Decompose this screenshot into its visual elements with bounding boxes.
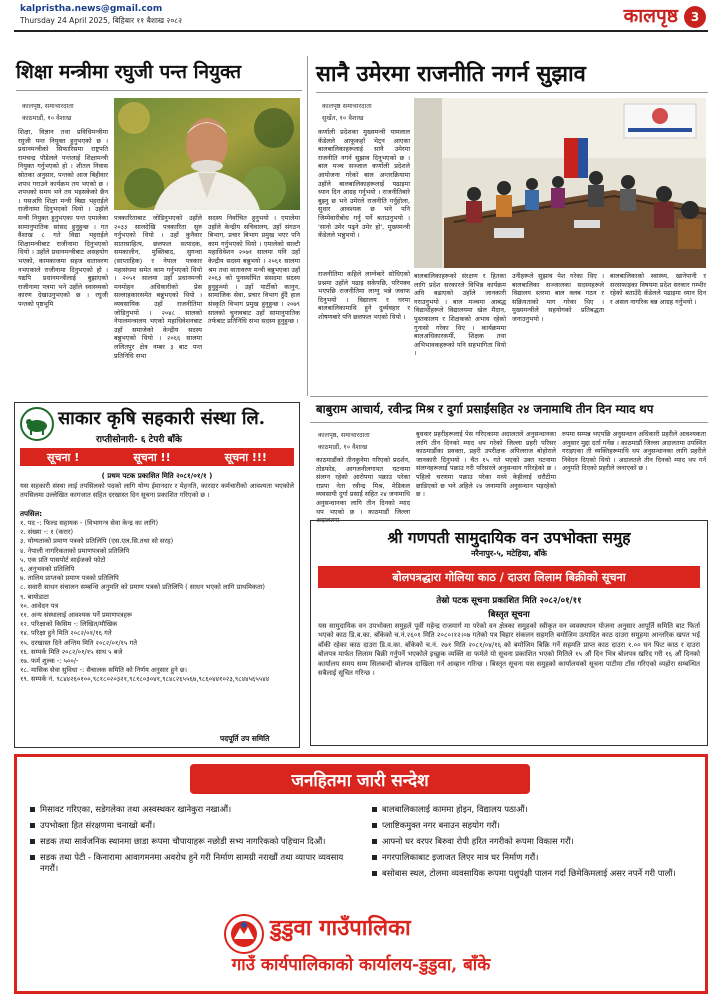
story3-body-col1: काठमाडौंको तीनकुनेमा गरिएको प्रदर्शन, तोडफोड, आगजनीलगायत घटनामा संलग्न रहेको आरोपमा पक्राउ परेका राप्रपा नेता रवीन्द्र मिश्र, मेडिकल व्यवसायी दुर्गा प्रसाईं सहित २४ जनामाथि अनुसन्धानका लागि तीन दिनको म्याद थप भएको छ । काठमाडौं जिल्ला अदालतमा (316, 456, 410, 525)
story2-body-col1: कर्णाली प्रदेशका मुख्यमन्त्री यामलाल कँडेलले आफूकहाँ भेट्न आएका बालबालिकाहरूलाई सानै उमेरमा राजनीति नगर्न सुझाव दिनुभएको छ । बाल मञ्च सञ्जाल कर्णाली प्रदेशले आयोजना गरेको बाल अन्तरक्रियामा उहाँले बालबालिकाहरूलाई पढाइमा ध्यान दिन आग्रह गर्नुभयो । राजनीतिबारे बुझ्नु छ भने उमेरले राजनीति गर्नुहोला, सुधार आवश्यक छ भने पनि जिम्मेवारीबोध गर्नु पर्ने बताउनुभयो । 'सानो उमेर पढ्ने उमेर हो', मुख्यमन्त्री कँडेलले भन्नुभयो । (318, 128, 410, 240)
notice1-list-item: १७. फर्म शुल्क -: ५००/- (20, 657, 79, 666)
notice-tab-2: सूचना !! (133, 450, 171, 464)
notice1-list-title: तपसिल: (20, 510, 43, 518)
square-bullet-icon (30, 807, 35, 812)
ad-message-item (372, 836, 698, 847)
ad-title: जनहितमा जारी सन्देश (190, 764, 530, 794)
story1-body-col2: पत्रकारिताबाट जोडिनुभएको उहाँले २०३३ सालदेखि पत्रकारिता सुरु गर्नुभएको थियो । उहाँ कुनैवार सातासाहित्य, छलफल सत्पादक, समकालीन, मुक्तिबाद, सुगन्धा (साप्ताहिक) र नेपाल पत्रकार महासंघमा समेत काम गर्नुभएको थियो । २०५१ सालमा उहाँ प्रधानमन्त्री मनमोहन अधिकारीको प्रेस सल्लाहकारसमेत बन्नुभएको थियो । व्यवसायिक उहाँ राजनीतिमा जोडिनुभयो । २०४८ सालको नेपालमन्त्रालय भएको महाधिवेशनबाट उहाँ समाजेको केन्द्रीय सदस्य बन्नुभएको थियो । २०६६ सालमा ललितपुर क्षेत्र नम्बर ३ बाट पन्त प्रतिनिधि सभा (114, 214, 202, 360)
notice1-list-item: १०. आवेदन पत्र (20, 601, 59, 610)
ad-message-item (30, 852, 354, 874)
story2-dateline: सुर्खेत, १० वैशाख (322, 114, 364, 122)
story2-byline: कालपृष्ठ समाचारदाता (322, 102, 372, 110)
story2-rule (316, 92, 708, 93)
notice1-list-item: ११. अन्य संस्थालाई आवश्यक पर्ने प्रमाणपत्रहरू (20, 611, 133, 620)
notice1-list-item: २. संख्या -: १ (करार) (20, 528, 74, 537)
story1-body-col1: शिक्षा, विज्ञान तथा प्रविधिमन्त्रीमा रघुजी पन्त नियुक्त हुनुभएको छ । प्रधानमन्त्रीको सिफारिसमा राष्ट्रपति रामचन्द्र पौडेलले पन्तलाई शिक्षामन्त्री नियुक्त गर्नुभएको हो । शीतल निवास स्रोतका अनुसार, पन्तको आज बिहीवार शपथ गराउने कार्यक्रम तय भएको छ । शपथको समय भने तय भइसकेको छैन । यसअघि शिक्षा मन्त्री बिद्या भट्टराईले राजीनामा दिनुभएको थियो । उहाँले मन्त्री नियुक्त हुनुभएका पन्त एमालेका सामानुपातिक सांसद हुनुहुन्छ । गत वैशाख ८ गते विद्या भट्टराईले शिक्षामन्त्रीबाट राजीनामा दिनुभएको थियो । उहाँले प्रधानमन्त्रीबाट असहयोग भएको, कामकाजमा सहज वातावरण नभएकाले राजीनामा दिनुभएको हो । यद्यपि प्रधानमन्त्रीलाई बुझाएको राजीनामा पत्रमा भने उहाँले स्वास्थ्यको कारण देखाउनुभएको छ । रघुजी पन्तको पृष्ठभूमि (18, 128, 108, 308)
portrait-photo (114, 98, 300, 210)
story2-body-col2: बालबालिकाहरूको संरक्षण र हितका लागि प्रदेश सरकारले विभिन्न कार्यक्रम अघि बढाएको उहाँले जानकारी गराउनुभयो । बाल मञ्चमा आबद्ध विद्यार्थीहरूले विद्यालयमा खेल मैदान, पुस्तकालय र शिक्षकको अभाव रहेको गुनासो गरेका थिए । कार्यक्रममा बालअधिकारकर्मी, शिक्षक तथा अभिभावकहरूको पनि सहभागिता थियो । (414, 272, 506, 358)
ad-message-item (372, 820, 698, 831)
notice1-signature: पदपूर्ति उप समिति (220, 734, 270, 743)
municipality-emblem-icon (224, 914, 264, 954)
ad-message-item (372, 868, 698, 879)
ad-message-item (30, 820, 354, 831)
notice1-list-item: १५. दरखास्त दिने अन्तिम मिति २०८२/०१/१५ गते (20, 638, 137, 647)
notice1-list-item: १४. परिक्षा हुने मिति २०८२/०१/१६ गते (20, 629, 112, 638)
header-rule (14, 30, 708, 32)
forest-notice-section: बिस्तृत सूचना (488, 610, 530, 620)
story1-rule (16, 90, 302, 91)
story2-body-col4: बालबालिकाको स्वास्थ्य, खानेपानी र सरसफाइका विषयमा प्रदेश सरकार गम्भीर रहेको बताउँदै कँडेलले पढाइमा ध्यान दिन र असल नागरिक बन्न आग्रह गर्नुभयो । (610, 272, 706, 306)
square-bullet-icon (30, 855, 35, 860)
ad-message-text: सडक तथा सार्वजनिक स्थानमा छाडा रूपमा चौपायाहरू नछोडी सभ्य नागरिकको पहिचान दिऔं। (40, 836, 326, 846)
square-bullet-icon (30, 839, 35, 844)
ad-message-text: बालबालिकालाई काममा होइन, विद्यालय पठाऔं। (382, 804, 528, 814)
ad-message-text: आफ्नो घर वरपर बिरुवा रोपी हरित नगरीको रूपमा विकास गरौं। (382, 836, 574, 846)
cooperative-address: राप्तीसोनारी- ६ टेपरी बाँके (96, 435, 182, 445)
story1-headline: शिक्षा मन्त्रीमा रघुजी पन्त नियुक्त (16, 61, 242, 83)
ad-message-text: बसोबास स्थल, टोलमा व्यवसायिक रूपमा पशुपंक्षी पालन गर्दा छिमेकिमलाई असर नपर्ने गरी पालौं। (382, 868, 676, 878)
story2-photo (414, 98, 706, 268)
story3-headline: बाबुराम आचार्य, रवीन्द्र मिश्र र दुर्गा प्रसाईंसहित २४ जनामाथि तीन दिन म्याद थप (316, 402, 654, 416)
municipality-office: गाउँ कार्यपालिकाको कार्यालय-डुडुवा, बाँके (231, 955, 491, 975)
column-divider (307, 56, 308, 396)
story3-rule-top (310, 396, 708, 397)
forest-notice-body: यस सामुदायिक वन उपभोक्ता समुहले पूर्वी महेन्द्र राजमार्ग मा परेको वन क्षेत्रका समुहको स्वीकृत वन व्यवस्थापन योजना अनुसार आपूर्ति समिति बाट फिर्ता भएको काठ डि.ब.का. बाँकेको च.नं.२६०१ मिति २०८०।१२।०७ गतेको पत्र बिहार संकलन सहमति बमोजिम उत्पादित काठ दाउरा समूहमा आन्तरिक खपत भई बाँकी रहेका काठ दाउरा डि.व.का. बाँकेको च.नं. २७१ मिति २०८१/०४/१६ को बमोजिम बिक्रि गर्ने सहमति प्राप्त काठ दाउरा १.०० घन फिट काठ र दाउरा बोलपत्र मार्फत लिलाम बिक्री गर्नुपर्ने भएकोले इच्छुक व्यक्ति वा फर्मले यो सूचना प्रकाशित भएको मितिले १५ औं दिन भित्र बोलपत्र खरिद गरी १६ औं दिनको कार्यालय समय सम्म सिलबन्दी बोलपत्र दाखिला गर्न आव्हान गरिन्छ । बिस्तृत सूचना यस समुहको कार्यालयको सूचना पाटीमा टाँस गरिएको व्यहोरा सम्बन्धित सबैलाई सूचित गरिन्छ । (318, 622, 700, 678)
ad-message-text: उपभोक्ता हित संरक्षणमा चनाखो बनौं। (40, 820, 156, 830)
notice1-list-item: ९. बायोडाटा (20, 592, 49, 601)
notice1-list-item: १८. मासिक सेवा सुविधा -: सैचालक समिति को निर्णय अनुसार हुने छ। (20, 666, 187, 675)
notice1-list-item: १९. सम्पर्क नं. ९८४४२६०१००,९८१८०२०३२१,९८१८०३०४१,९८४८२६५५६७,९८६०४४१०२३,९८४४५६५५४४ (20, 675, 270, 684)
ad-message-text: नगरपालिकाबाट इजाजत लिएर मात्र घर निर्माण गरौं। (382, 852, 539, 862)
notice-tabs-band (20, 448, 294, 466)
story3-body-col2: बुधवार प्रहरीहरूलाई पेस गरिएकामा अदालतले अनुसन्धानका लागि तीन दिनको म्याद थप गरेको जिल्ला प्रहरी परिसर काठमाडौंका प्रवक्ता, प्रहरी उपरीक्षक अपिलराज बोहोराले जानकारी दिनुभयो । चैत १५ गते भएको उक्त घटनामा संलग्नहरूलाई पक्राउ गरी परिसरले अनुसन्धान गरिरहेको छ । पहिलो चरणमा पक्राउ परेका मध्ये केहीलाई धरौटीमा छाडिएको छ भने अहिले २४ जनामाथि अनुसन्धान भइरहेको छ । (416, 430, 556, 499)
story2-body-col1b: राजनीतिमा कहिले लाग्नेबारे सोधिएको प्रश्नमा उहाँले पढाइ सकेपछि, परिपक्व भएपछि राजनीतिमा लाग्नु भन्ने जवाफ दिनुभयो । विद्यालय र घरमा बालबालिकामाथि हुने दुर्व्यवहार र शोषणबारे पनि छलफल भएको थियो । (318, 270, 410, 321)
story3-body-col3: रुपमा सम्पन्न भएपछि अनुसन्धान अधिकारी प्रहरीले आवश्यकता अनुसार मुद्दा दर्ता गर्नेछ । काठमाडौं जिल्ला अदालतमा उपस्थित गराइएका ती व्यक्तिहरूमाथि थप अनुसन्धानका लागि प्रहरीले निवेदन दिएको थियो । अदालतले तीन दिनको म्याद थप गर्न अनुमति दिएको प्रहरीले जनाएको छ । (562, 430, 706, 473)
notice-tab-1: सूचना ! (47, 450, 80, 464)
story2-body-col3: उनीहरूले सुझाव पेश गरेका थिए । बालबालिका सञ्जालका सदस्यहरूले विद्यालय स्तरमा बाल क्लब गठन र सक्रियताको माग गरेका थिए । मुख्यमन्त्रीले सहयोगको प्रतिबद्धता जनाउनुभयो । (512, 272, 604, 323)
header-email: kalpristha.news@gmail.com (20, 4, 163, 14)
notice1-list-item: ५. एक प्रति पासपोर्ट साईजको फोटो (20, 555, 106, 564)
forest-group-address: नरैनापुर-५, मटेहिया, बाँके (471, 549, 547, 558)
square-bullet-icon (372, 839, 377, 844)
notice1-intro: यस सहकारी संस्था लाई तपसिलको पदको लागि योग्य ईमानदार र मेहनति, कारदार कर्मचारीको आवश्यता भएकोले तपसिलमा उल्लेखित कागजात सहित दरखास्त दिन सूचना प्रकाशित गरिएको छ । (20, 482, 294, 499)
notice1-list-item: ७. तालिम प्राप्तको प्रमाण पत्रको प्रतिलिपि (20, 574, 119, 583)
municipality-name: डुडुवा गाउँपालिका (270, 915, 411, 941)
ad-message-item (372, 804, 698, 815)
notice1-list-item: ८. सवारी साधन संचालन सम्बन्धि अनुमति को प्रमाण पत्रको प्रतिलिपि ( साधन भएको लागि प्राथमिकता) (20, 583, 266, 592)
notice1-list-item: १६. सम्पर्क मिति २०८२/०१/१५ साथ ५ बजे (20, 647, 123, 656)
ad-message-item (372, 852, 698, 863)
notice1-list (20, 519, 292, 685)
square-bullet-icon (372, 823, 377, 828)
notice1-list-item: ४. नेपाली नागरिकताको प्रमाणपत्रको प्रतिलिपि (20, 546, 130, 555)
notice1-list-item: १. पद -: फिल्ड सहायक - (विभागन्त्र सेवा केन्द्र का लागि) (20, 519, 159, 527)
cooperative-logo (20, 407, 54, 441)
header-date: Thursday 24 April 2025, बिहिबार ११ बैशाख २०८२ (20, 16, 183, 25)
notice1-subtitle: ( प्रथम पटक प्रकाशित मिति २०८१/०१/१ ) (101, 472, 213, 480)
notice1-list-item: १२. परिक्षाको किसिम -: लिखित/मौखिक (20, 620, 118, 629)
ad-message-text: सडक तथा पेटी - किनारामा आवागमनमा अवरोध हुने गरी निर्माण सामग्री नराखौं तथा व्यापार व्यवसाय नगरौं। (40, 852, 344, 873)
square-bullet-icon (372, 855, 377, 860)
story1-byline: कालपृष्ठ, समाचारदाता (22, 102, 74, 110)
ad-message-text: मिसावट गरिएका, सडेगलेका तथा अस्वस्थकर खानेकुरा नखाऔं। (40, 804, 232, 814)
ad-message-item (30, 804, 354, 815)
newspaper-brand: कालपृष्ठ (623, 5, 678, 27)
page-number-badge: 3 (684, 6, 706, 28)
square-bullet-icon (372, 807, 377, 812)
forest-group-name: श्री गणपती सामुदायिक वन उपभोक्ता समुह (387, 528, 631, 547)
notice1-list-item: ६. अनुभवको प्रतिलिपि (20, 565, 75, 574)
story3-dateline: काठमाडौं, १० वैशाख (318, 443, 368, 451)
cow-logo-icon (20, 407, 54, 441)
story1-photo (114, 98, 300, 210)
meeting-photo (414, 98, 706, 268)
forest-notice-subtitle: तेस्रो पटक सूचना प्रकाशित मिति २०८२/०१/११ (436, 596, 582, 606)
cooperative-name: साकार कृषि सहकारी संस्था लि. (58, 408, 265, 429)
forest-notice-band: बोलपत्रद्धारा गोलिया काठ / दाउरा लिलाम बिक्रीको सूचना (318, 566, 700, 588)
notice-tab-3: सूचना !!! (224, 450, 267, 464)
notice1-list-item: ३. योग्यताको प्रमाण पत्रको प्रतिलिपि (एस.एल.सि.तथा सो सरह) (20, 537, 174, 546)
ad-right-list (372, 804, 698, 884)
story2-headline: सानै उमेरमा राजनीति नगर्न सुझाव (316, 61, 586, 87)
story3-byline: कालपृष्ठ, समाचारदाता (318, 431, 370, 439)
story1-body-col3: सदस्य निर्वाचित हुनुभयो । एमालेमा उहाँले केन्द्रीय सचिवालय, उहाँ संगठन बिभाग, प्रचार बिभाग प्रमुख भएर पनि काम गर्नुभएको थियो । एमालेको साल्टी महाधिवेशन २०७१ सालमा पनि उहाँ केन्द्रीय सदस्य बन्नुभयो । २०६१ सालमा श्रम तथा वातावरण मन्त्री बन्नुभएका उहाँ २०६३ को पुनर्स्थापित संसदमा सदस्य हुनुहुन्थ्यो । उहाँ पार्टीको कानुन, सामाजिक सेवा, प्रचार विभाग हुँदै हाल संस्कृति विभाग प्रमुख हुनुहुन्छ । २०७९ सालको चुनावबाट उहाँ सामानुपातिक तर्फबाट प्रतिनिधि सभा सदस्य हुनुहुन्छ । (208, 214, 300, 326)
square-bullet-icon (30, 823, 35, 828)
ad-message-text: प्लाष्टिकमुक्त नगर बनाउन सहयोग गरौं। (382, 820, 500, 830)
ad-message-item (30, 836, 354, 847)
ad-left-list (30, 804, 354, 879)
story3-rule-bottom (310, 422, 708, 423)
story1-dateline: काठमाडौं, १० वैशाख (22, 114, 72, 122)
square-bullet-icon (372, 871, 377, 876)
municipality-logo (224, 914, 264, 954)
